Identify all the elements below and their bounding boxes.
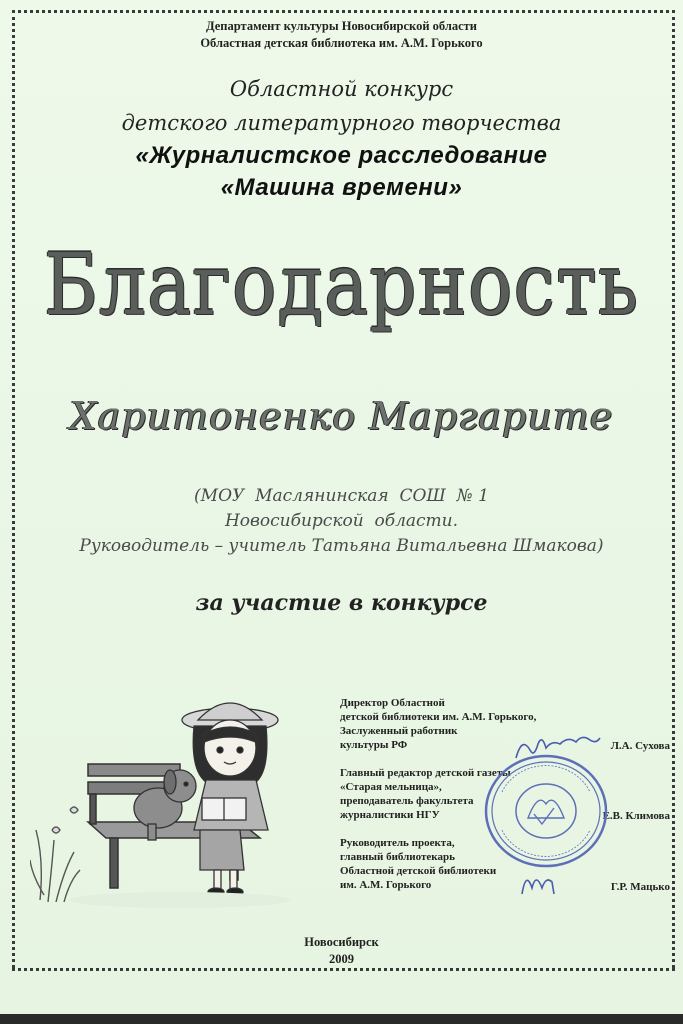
contest-line-1: Областной конкурс	[229, 77, 454, 101]
signer-1-name: Л.А. Сухова	[610, 740, 670, 752]
signer-1-line-1: Директор Областной	[340, 697, 445, 709]
signer-2-line-1: Главный редактор детской газеты	[340, 767, 511, 779]
girl-reading-icon	[182, 703, 278, 896]
contest-heading	[0, 72, 683, 204]
signer-1-line-3: Заслуженный работник	[340, 725, 458, 737]
signer-1-line-2: детской библиотеки им. А.М. Горького,	[340, 711, 537, 723]
signer-3-line-1: Руководитель проекта,	[340, 837, 455, 849]
school-line-1: (МОУ Маслянинская СОШ № 1	[194, 486, 489, 506]
issue-place-date	[0, 934, 683, 968]
dotted-border-top	[12, 10, 675, 13]
participation-text: за участие в конкурсе	[195, 590, 488, 616]
issue-city: Новосибирск	[304, 935, 379, 949]
recipient-name: Харитоненко Маргарите	[69, 394, 614, 438]
issuer-line-2: Областная детская библиотека им. А.М. Горького	[200, 36, 483, 50]
dotted-border-bottom	[12, 968, 675, 971]
signer-2-line-3: преподаватель факультета	[340, 795, 474, 807]
girl-on-bench-illustration	[30, 690, 330, 920]
contest-line-2: детского литературного творчества	[121, 111, 562, 135]
signer-3-line-4: им. А.М. Горького	[340, 879, 432, 891]
issuer-line-1: Департамент культуры Новосибирской области	[205, 19, 478, 33]
issuer-header	[0, 18, 683, 52]
signer-1-line-4: культуры РФ	[340, 739, 408, 751]
scan-edge	[0, 1014, 683, 1024]
grass-icon	[30, 807, 80, 902]
school-info	[0, 484, 683, 559]
school-line-2: Новосибирской области.	[224, 511, 459, 531]
contest-line-4: «Машина времени»	[220, 174, 463, 201]
contest-line-3: «Журналистское расследование	[135, 142, 548, 169]
signer-director	[340, 696, 670, 752]
signer-3-line-2: главный библиотекарь	[340, 851, 455, 863]
signer-2-name: Е.В. Климова	[602, 810, 670, 822]
signer-2-line-2: «Старая мельница»,	[340, 781, 442, 793]
certificate-title: Благодарность	[43, 235, 640, 335]
signer-2-line-4: журналистики НГУ	[340, 809, 440, 821]
issue-year: 2009	[329, 952, 354, 966]
library-stamp-icon	[482, 752, 610, 870]
signer-3-line-3: Областной детской библиотеки	[340, 865, 497, 877]
school-line-3: Руководитель – учитель Татьяна Витальевна Шмакова)	[79, 536, 604, 556]
signer-3-name: Г.Р. Мацько	[610, 881, 670, 893]
